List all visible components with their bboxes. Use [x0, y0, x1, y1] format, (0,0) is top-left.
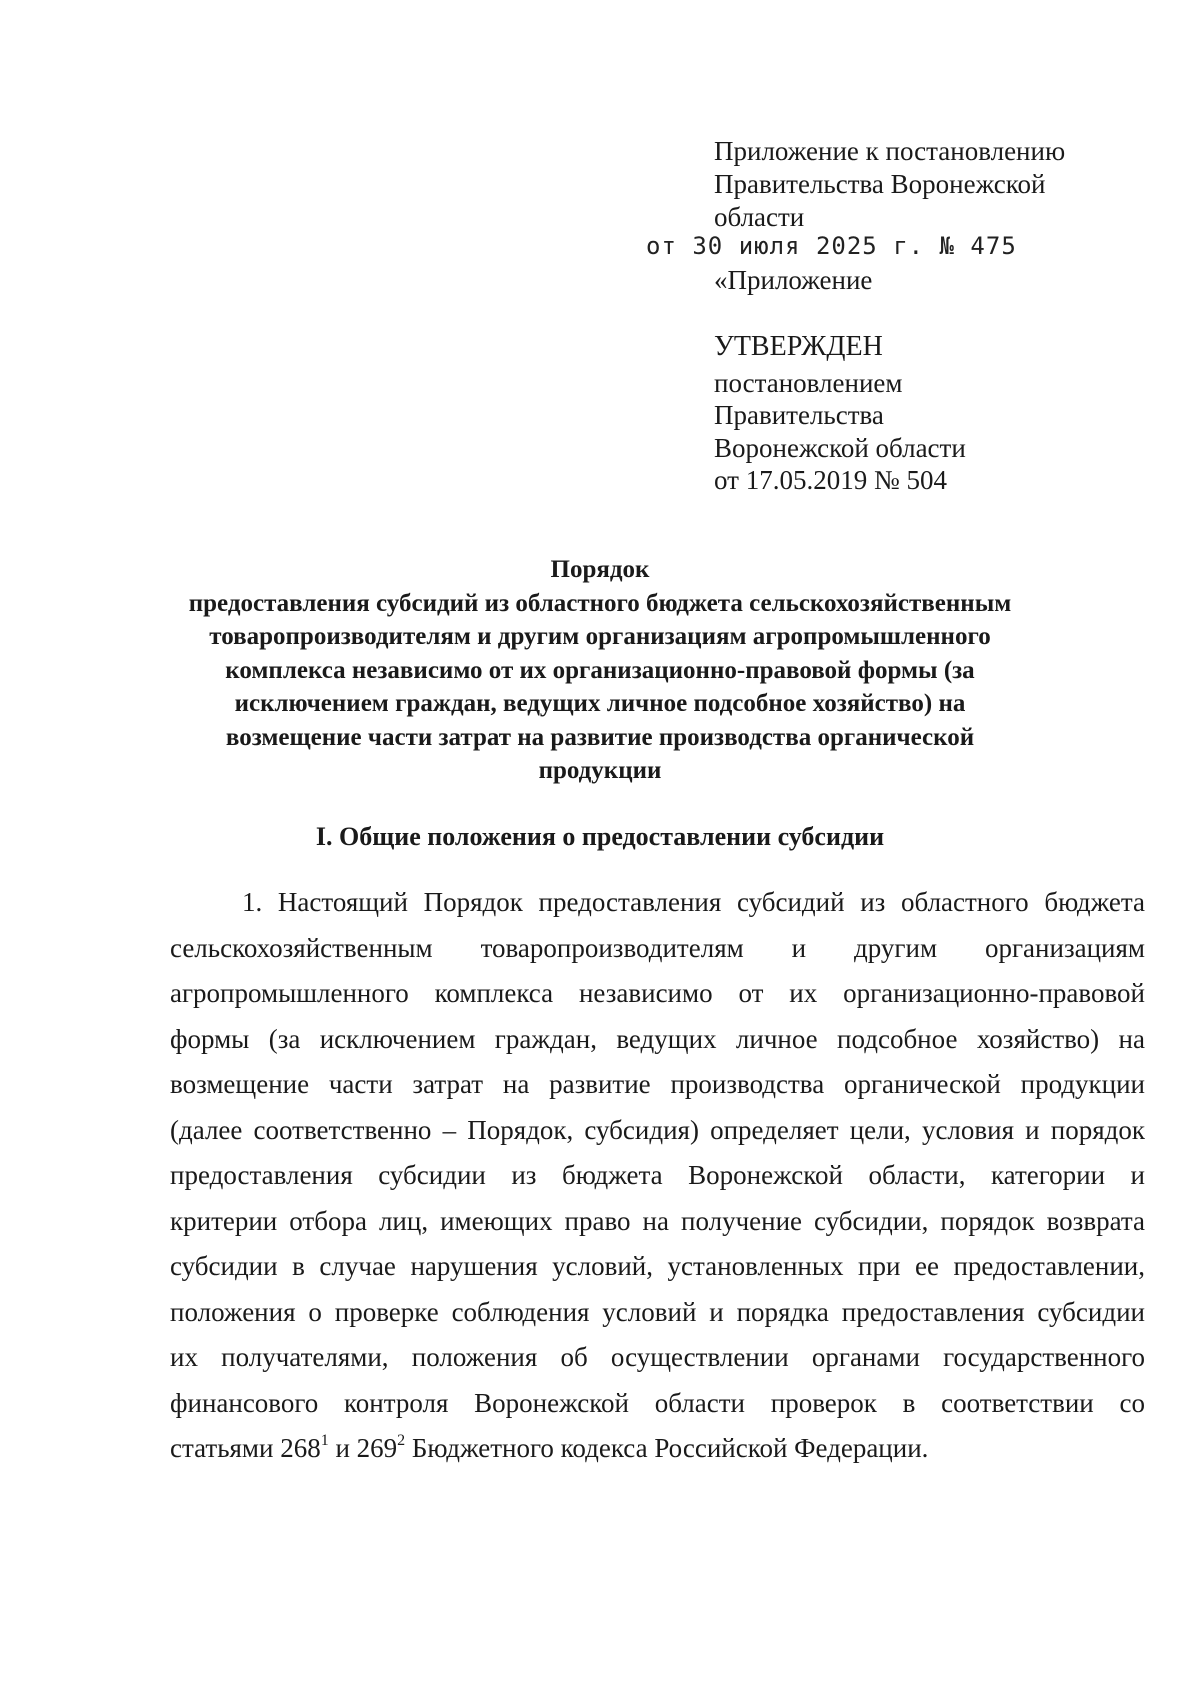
paragraph-line: 1. Настоящий Порядок предоставления субсидий из областного бюджета: [242, 887, 1145, 917]
paragraph-line: агропромышленного комплекса независимо от их организационно-правовой: [170, 978, 1145, 1008]
appendix-quote-label: «Приложение: [714, 265, 873, 295]
title-line: предоставления субсидий из областного бюджета сельскохозяйственным: [188, 589, 1012, 617]
paragraph-line: критерии отбора лиц, имеющих право на получение субсидии, порядок возврата: [170, 1205, 1145, 1236]
paragraph-line: (далее соответственно – Порядок, субсидия) определяет цели, условия и порядок: [170, 1114, 1145, 1145]
approved-caption: УТВЕРЖДЕН: [714, 331, 883, 362]
paragraph-1: [170, 880, 1145, 1472]
paragraph-line: формы (за исключением граждан, ведущих личное подсобное хозяйство) на: [170, 1023, 1145, 1054]
approved-line: Правительства: [714, 400, 884, 430]
paragraph-line: положения о проверке соблюдения условий и порядка предоставления субсидии: [170, 1296, 1145, 1327]
title-line: продукции: [538, 757, 662, 784]
document-title: [150, 553, 1050, 788]
title-line: исключением граждан, ведущих личное подсобное хозяйство) на: [234, 690, 966, 717]
last-line-text: Бюджетного кодекса Российской Федерации.: [405, 1433, 929, 1463]
approved-line: постановлением: [714, 367, 903, 398]
approval-block: [714, 331, 966, 497]
section-heading: I. Общие положения о предоставлении субсидии: [315, 822, 885, 851]
approved-line: от 17.05.2019 № 504: [714, 465, 947, 495]
paragraph-line: субсидии в случае нарушения условий, установленных при ее предоставлении,: [170, 1251, 1145, 1281]
appendix-line: Приложение к постановлению: [714, 136, 1066, 166]
appendix-reference: [714, 135, 1065, 234]
appendix-line: Правительства Воронежской: [714, 169, 1046, 199]
registration-stamp: от 30 июля 2025 г. № 475: [646, 232, 1017, 260]
paragraph-line: предоставления субсидии из бюджета Воронежской области, категории и: [170, 1160, 1145, 1190]
approved-line: Воронежской области: [714, 432, 966, 463]
title-line: комплекса независимо от их организационно-правовой формы (за: [225, 656, 975, 684]
last-line-text: и 269: [328, 1433, 398, 1463]
superscript: 1: [320, 1432, 329, 1449]
title-line: товаропроизводителям и другим организациям агропромышленного: [209, 623, 991, 650]
paragraph-line: финансового контроля Воронежской области проверок в соответствии со: [170, 1387, 1145, 1418]
paragraph-last-line: [170, 1426, 1145, 1472]
superscript: 2: [397, 1432, 406, 1449]
appendix-line: области: [714, 202, 805, 232]
paragraph-line: сельскохозяйственным товаропроизводителям и другим организациям: [170, 932, 1145, 963]
title-line: возмещение части затрат на развитие производства органической: [225, 723, 975, 751]
title-line: Порядок: [550, 556, 650, 583]
last-line-text: статьями 268: [170, 1433, 321, 1463]
paragraph-line: возмещение части затрат на развитие производства органической продукции: [170, 1069, 1145, 1099]
paragraph-line: их получателями, положения об осуществлении органами государственного: [170, 1342, 1145, 1372]
